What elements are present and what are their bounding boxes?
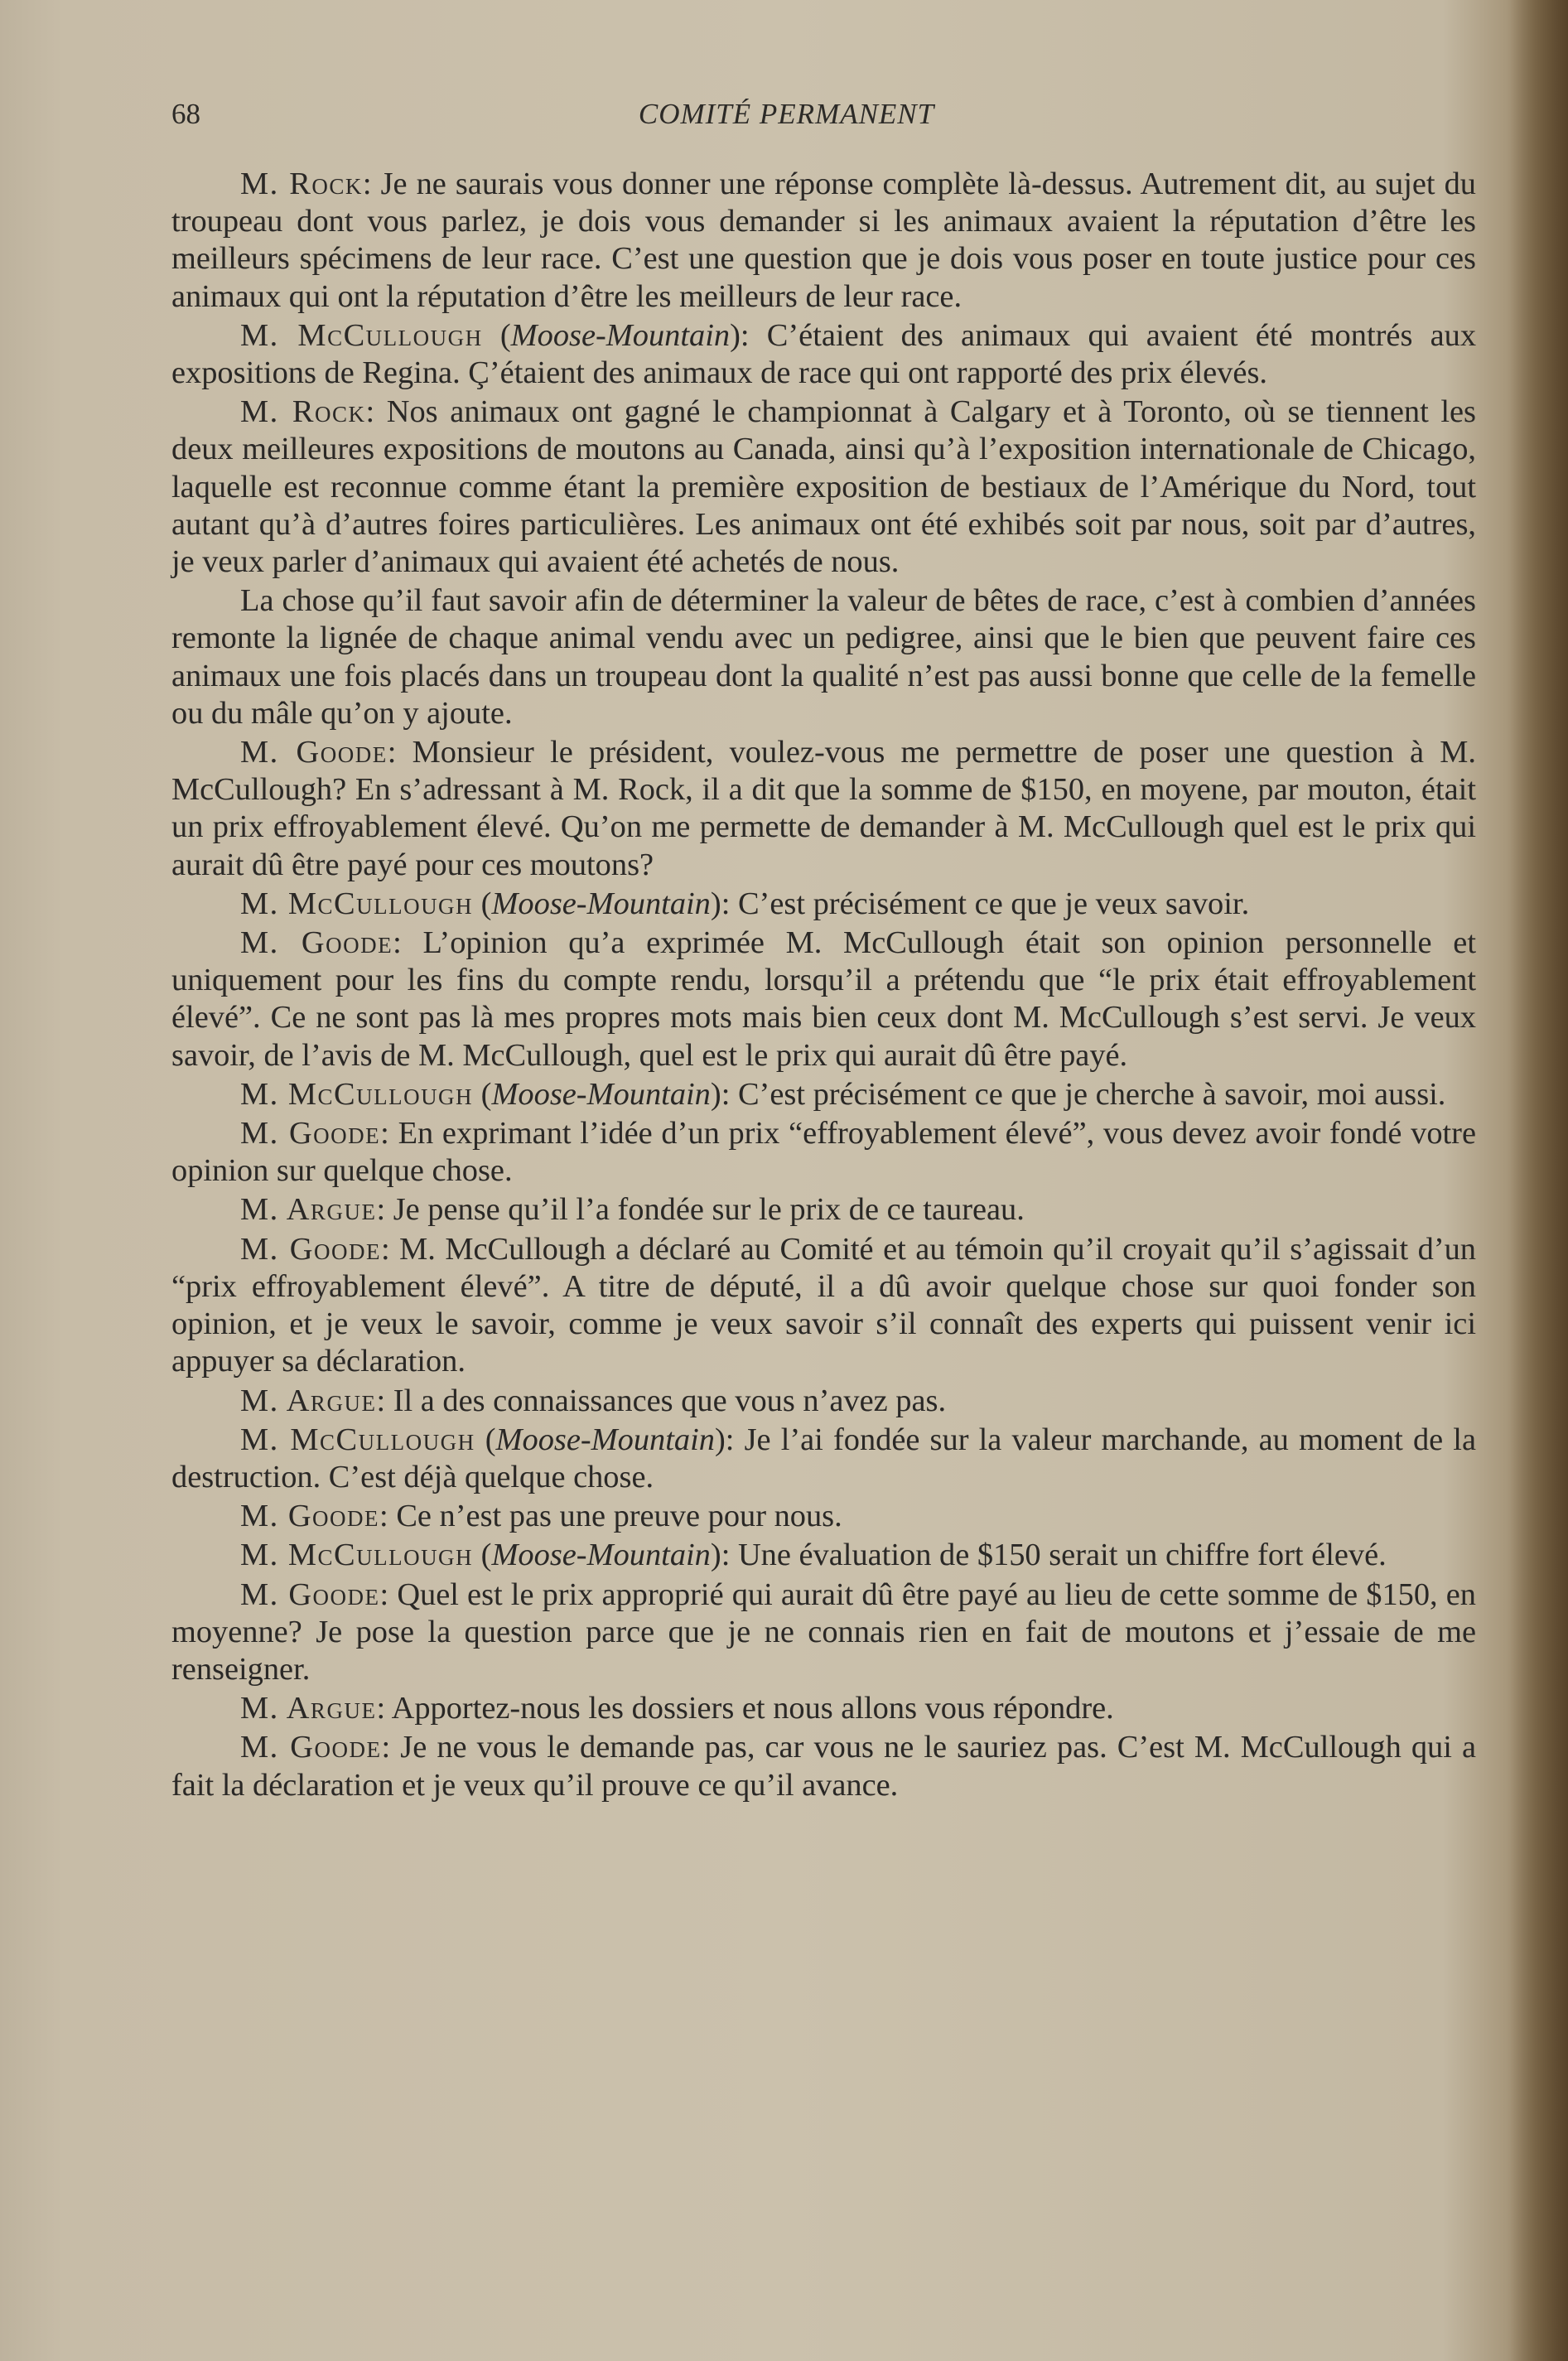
transcript-paragraph: M. Argue: Il a des connaissances que vous n’avez pas. xyxy=(240,1383,947,1418)
transcript-paragraph: M. Goode: L’opinion qu’a exprimée M. McCullough était son opinion personnelle et uniquement pour les fins du compte rendu, lorsqu’il a prétendu que “le prix était effroyablement élevé”. Ce ne sont pas là mes propres mots mais bien ceux dont M. McCullough s’est servi. Je veux savoir, de l’avis de M. McCullough, quel est le prix qui aurait dû être payé. xyxy=(171,925,1476,1073)
paragraph-text: Monsieur le président, voulez-vous me permettre de poser une question à M. McCullough? En s’adressant à M. Rock, il a dit que la somme de $150, en moyene, par mouton, était un prix effroyablement élevé. Qu’on me permette de demander à M. McCullough quel est le prix qui aurait dû être payé pour ces moutons? xyxy=(171,735,1477,882)
speaker-name: M. Goode xyxy=(240,1231,381,1267)
speaker-name: M. Goode xyxy=(240,1730,382,1765)
transcript-body xyxy=(171,166,1476,1806)
speaker-name: M. Argue xyxy=(240,1192,377,1228)
transcript-paragraph: M. Goode: En exprimant l’idée d’un prix “effroyablement élevé”, vous devez avoir fondé votre opinion sur quelque chose. xyxy=(171,1116,1477,1189)
speaker-name: M. McCullough xyxy=(240,317,483,353)
transcript-paragraph: M. McCullough (Moose-Mountain): C’est précisément ce que je veux savoir. xyxy=(240,886,1250,921)
transcript-paragraph: M. Rock: Nos animaux ont gagné le championnat à Calgary et à Toronto, où se tiennent les deux meilleures expositions de moutons au Canada, ainsi qu’à l’exposition internationale de Chicago, laquelle est reconnue comme étant la première exposition de bestiaux de l’Amérique du Nord, tout autant qu’à d’autres foires particulières. Les animaux ont été exhibés soit par nous, soit par d’autres, je veux parler d’animaux qui avaient été achetés de nous. xyxy=(171,394,1476,580)
transcript-paragraph: M. McCullough (Moose-Mountain): Une évaluation de $150 serait un chiffre fort élevé. xyxy=(240,1538,1387,1573)
page-number: 68 xyxy=(171,98,200,130)
speaker-name: M. McCullough xyxy=(240,886,474,921)
speaker-constituency: Moose-Mountain xyxy=(495,1422,715,1457)
speaker-name: M. Goode xyxy=(240,1116,381,1152)
speaker-name: M. Argue xyxy=(240,1383,377,1418)
transcript-paragraph: M. Goode: M. McCullough a déclaré au Comité et au témoin qu’il croyait qu’il s’agissait d’un “prix effroyablement élevé”. A titre de député, il a dû avoir quelque chose sur quoi fonder son opinion, et je veux le savoir, comme je veux savoir s’il connaît des experts qui puissent venir ici appuyer sa déclaration. xyxy=(171,1231,1476,1379)
paragraph-text: M. McCullough a déclaré au Comité et au témoin qu’il croyait qu’il s’agissait d’un “prix effroyablement élevé”. A titre de député, il a dû avoir quelque chose sur quoi fonder son opinion, et je veux le savoir, comme je veux savoir s’il connaît des experts qui puissent venir ici appuyer sa déclaration. xyxy=(171,1231,1476,1379)
transcript-paragraph: M. Argue: Apportez-nous les dossiers et nous allons vous répondre. xyxy=(240,1691,1114,1726)
paragraph-text: Je ne saurais vous donner une réponse complète là-dessus. Autrement dit, au sujet du troupeau dont vous parlez, je dois vous demander si les animaux avaient la réputation d’être les meilleurs spécimens de leur race. C’est une question que je dois vous poser en toute justice pour ces animaux qui ont la réputation d’être les meilleurs de leur race. xyxy=(171,167,1476,314)
transcript-paragraph: M. Argue: Je pense qu’il l’a fondée sur le prix de ce taureau. xyxy=(240,1192,1025,1228)
paragraph-text: Une évaluation de $150 serait un chiffre fort élevé. xyxy=(737,1538,1387,1573)
transcript-paragraph: M. McCullough (Moose-Mountain): Je l’ai fondée sur la valeur marchande, au moment de la destruction. C’est déjà quelque chose. xyxy=(171,1422,1477,1494)
paragraph-text: Je pense qu’il l’a fondée sur le prix de ce taureau. xyxy=(393,1192,1025,1228)
speaker-name: M. Rock xyxy=(240,394,366,430)
paragraph-text: En exprimant l’idée d’un prix “effroyablement élevé”, vous devez avoir fondé votre opinion sur quelque chose. xyxy=(171,1116,1477,1189)
paragraph-text: Il a des connaissances que vous n’avez pas. xyxy=(393,1383,947,1418)
paragraph-text: Quel est le prix approprié qui aurait dû être payé au lieu de cette somme de $150, en moyenne? Je pose la question parce que je ne connais rien en fait de moutons et j’essaie de me renseigner. xyxy=(171,1576,1476,1687)
speaker-name: M. Goode xyxy=(240,925,393,961)
transcript-paragraph: M. McCullough (Moose-Mountain): C’étaient des animaux qui avaient été montrés aux expositions de Regina. Ç’étaient des animaux de race qui ont rapporté des prix élevés. xyxy=(171,317,1477,391)
speaker-name: M. Goode xyxy=(240,1576,380,1612)
speaker-constituency: Moose-Mountain xyxy=(491,886,711,921)
speaker-name: M. Rock xyxy=(240,167,363,201)
speaker-name: M. Goode xyxy=(240,735,388,770)
paragraph-text: Apportez-nous les dossiers et nous allons vous répondre. xyxy=(391,1691,1114,1726)
transcript-paragraph: M. McCullough (Moose-Mountain): C’est précisément ce que je cherche à savoir, moi aussi. xyxy=(240,1076,1446,1112)
speaker-constituency: Moose-Mountain xyxy=(510,317,731,353)
running-head: COMITÉ PERMANENT xyxy=(638,98,935,130)
book-spine-shadow xyxy=(1510,0,1568,2361)
speaker-name: M. McCullough xyxy=(240,1076,474,1112)
speaker-constituency: Moose-Mountain xyxy=(491,1076,711,1112)
transcript-paragraph: M. Goode: Je ne vous le demande pas, car vous ne le sauriez pas. C’est M. McCullough qui a fait la déclaration et je veux qu’il prouve ce qu’il avance. xyxy=(171,1730,1477,1803)
speaker-name: M. Goode xyxy=(240,1499,380,1534)
speaker-name: M. McCullough xyxy=(240,1538,474,1573)
paragraph-text: Je l’ai fondée sur la valeur marchande, au moment de la destruction. C’est déjà quelque chose. xyxy=(171,1422,1477,1494)
transcript-paragraph: M. Rock: Je ne saurais vous donner une réponse complète là-dessus. Autrement dit, au sujet du troupeau dont vous parlez, je dois vous demander si les animaux avaient la réputation d’être les meilleurs spécimens de leur race. C’est une question que je dois vous poser en toute justice pour ces animaux qui ont la réputation d’être les meilleurs de leur race. xyxy=(171,167,1476,314)
transcript-paragraph: M. Goode: Ce n’est pas une preuve pour nous. xyxy=(240,1499,842,1534)
paragraph-text: La chose qu’il faut savoir afin de déterminer la valeur de bêtes de race, c’est à combien d’années remonte la lignée de chaque animal vendu avec un pedigree, ainsi que le bien que peuvent faire ces animaux une fois placés dans un troupeau dont la qualité n’est pas aussi bonne que celle de la femelle ou du mâle qu’on y ajoute. xyxy=(171,583,1476,731)
speaker-constituency: Moose-Mountain xyxy=(491,1538,711,1573)
paragraph-text: Ce n’est pas une preuve pour nous. xyxy=(396,1499,842,1534)
paragraph-text: C’est précisément ce que je veux savoir. xyxy=(737,886,1250,921)
page-header xyxy=(171,98,1476,139)
transcript-paragraph: M. Goode: Quel est le prix approprié qui aurait dû être payé au lieu de cette somme de $150, en moyenne? Je pose la question parce que je ne connais rien en fait de moutons et j’essaie de me renseigner. xyxy=(171,1576,1476,1687)
paragraph-text: Nos animaux ont gagné le championnat à Calgary et à Toronto, où se tiennent les deux meilleures expositions de moutons au Canada, ainsi qu’à l’exposition internationale de Chicago, laquelle est reconnue comme étant la première exposition de bestiaux de l’Amérique du Nord, tout autant qu’à d’autres foires particulières. Les animaux ont été exhibés soit par nous, soit par d’autres, je veux parler d’animaux qui avaient été achetés de nous. xyxy=(171,394,1476,580)
paragraph-text: L’opinion qu’a exprimée M. McCullough était son opinion personnelle et uniquement pour les fins du compte rendu, lorsqu’il a prétendu que “le prix était effroyablement élevé”. Ce ne sont pas là mes propres mots mais bien ceux dont M. McCullough s’est servi. Je veux savoir, de l’avis de M. McCullough, quel est le prix qui aurait dû être payé. xyxy=(171,925,1476,1073)
paragraph-text: C’est précisément ce que je cherche à savoir, moi aussi. xyxy=(737,1076,1446,1112)
transcript-paragraph xyxy=(171,582,1476,732)
paragraph-text: C’étaient des animaux qui avaient été montrés aux expositions de Regina. Ç’étaient des animaux de race qui ont rapporté des prix élevés. xyxy=(171,317,1477,391)
transcript-paragraph: M. Goode: Monsieur le président, voulez-vous me permettre de poser une question à M. McCullough? En s’adressant à M. Rock, il a dit que la somme de $150, en moyene, par mouton, était un prix effroyablement élevé. Qu’on me permette de demander à M. McCullough quel est le prix qui aurait dû être payé pour ces moutons? xyxy=(171,735,1477,882)
paragraph-text: Je ne vous le demande pas, car vous ne le sauriez pas. C’est M. McCullough qui a fait la déclaration et je veux qu’il prouve ce qu’il avance. xyxy=(171,1730,1477,1803)
speaker-name: M. Argue xyxy=(240,1691,377,1726)
speaker-name: M. McCullough xyxy=(240,1422,475,1457)
